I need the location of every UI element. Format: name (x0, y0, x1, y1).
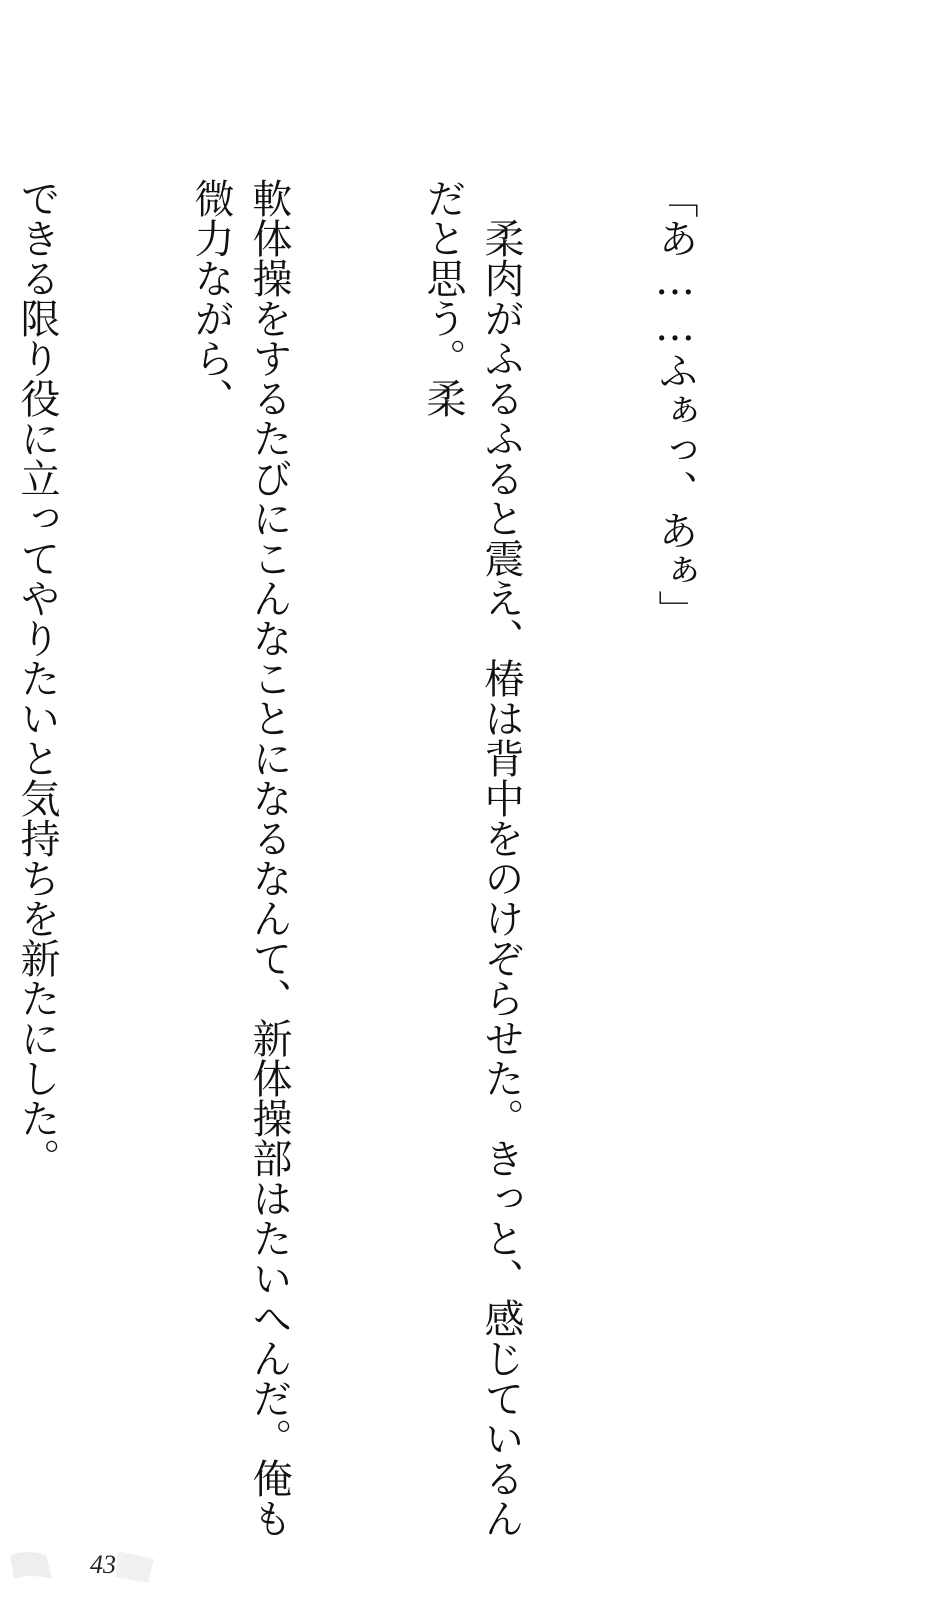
text-line: 柔肉がふるふると震え、椿は背中をのけぞらせた。きっと、感じているんだと思う。柔 (420, 178, 524, 1538)
body-text (14, 178, 820, 1538)
text-line: 軟体操をするたびにこんなことになるなんて、新体操部はたいへんだ。俺も微力ながら、 (188, 178, 292, 1538)
text-line: できる限り役に立ってやりたいと気持ちを新たにした。 (14, 178, 60, 1178)
page-corner-mark (8, 1545, 158, 1585)
page-number: 43 (90, 1550, 116, 1579)
text-line: 「あ……ふぁっ、あぁ」 (652, 178, 698, 630)
